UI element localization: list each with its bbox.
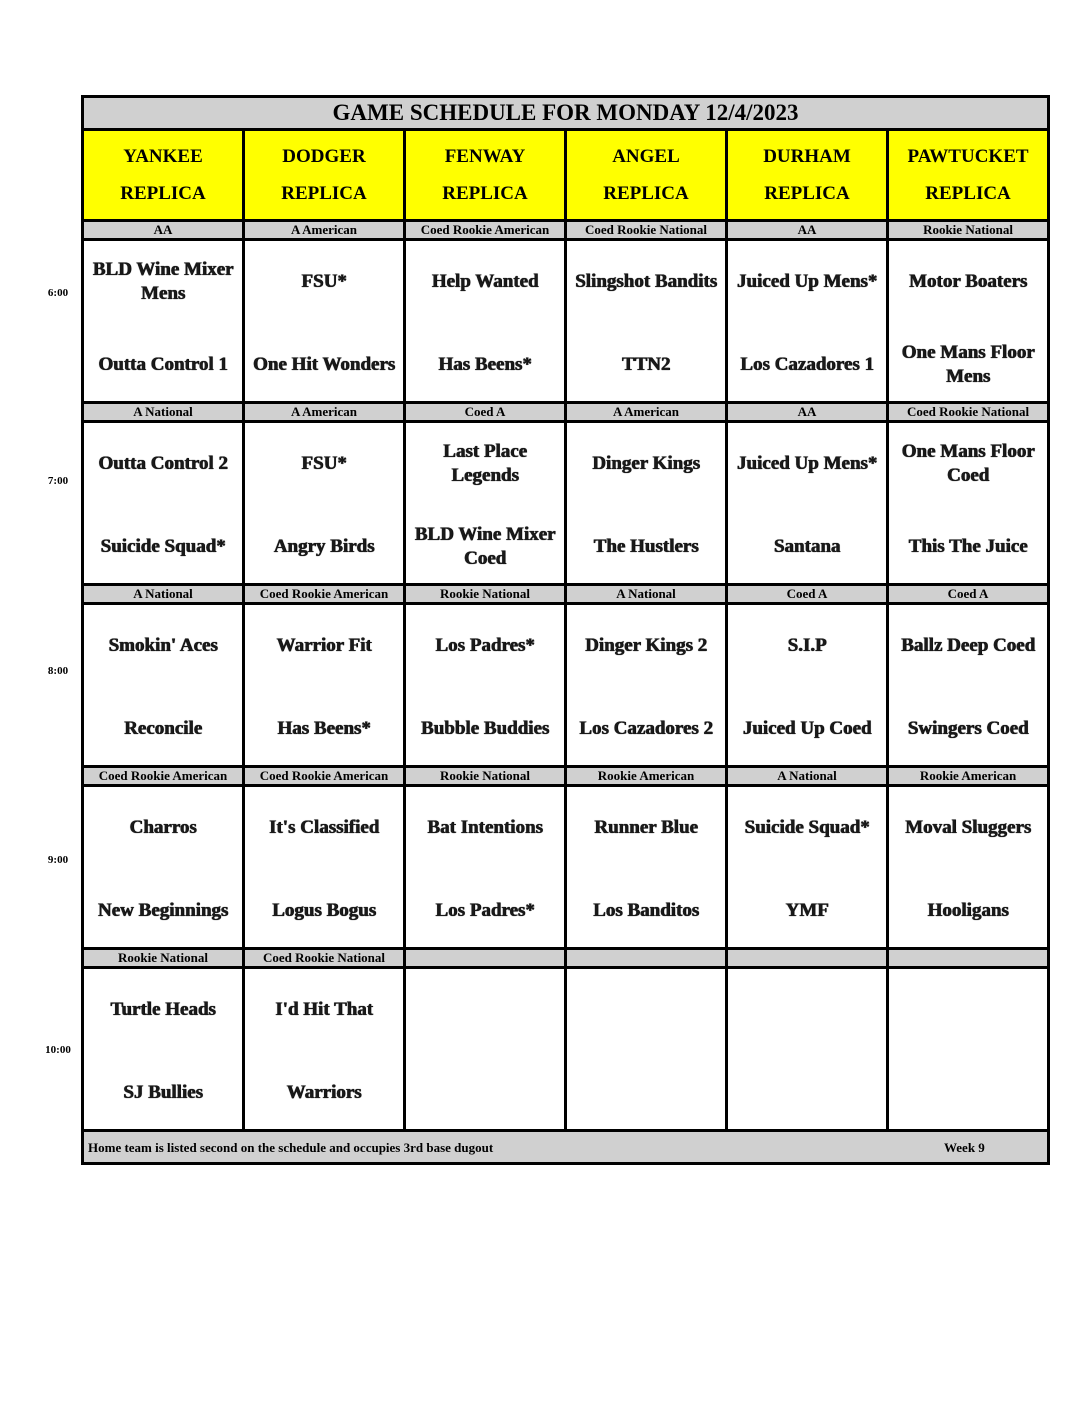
division-label: Rookie National — [405, 585, 566, 604]
game-row — [83, 240, 1049, 403]
away-team: Warrior Fit — [276, 635, 372, 656]
away-team: Slingshot Bandits — [574, 271, 718, 292]
schedule-table — [81, 95, 1050, 1165]
home-team: Warriors — [286, 1082, 362, 1103]
time-slot-label: 6:00 — [47, 287, 69, 299]
away-team — [728, 980, 886, 1040]
division-label: Rookie National — [83, 949, 244, 968]
division-label — [405, 949, 566, 968]
home-team: Swingers Coed — [907, 718, 1029, 739]
home-team: Los Padres* — [435, 900, 535, 921]
home-team — [406, 1063, 564, 1123]
home-team: Los Cazadores 2 — [579, 718, 713, 739]
game-cell — [83, 240, 244, 403]
division-label: Coed Rookie American — [83, 767, 244, 786]
away-team: Juiced Up Mens* — [736, 271, 878, 292]
home-team: Angry Birds — [273, 536, 375, 557]
field-name: ANGEL — [612, 146, 680, 167]
field-name: YANKEE — [123, 146, 203, 167]
division-label: A National — [727, 767, 888, 786]
game-cell — [244, 604, 405, 767]
field-header — [405, 130, 566, 221]
field-name: FENWAY — [444, 146, 526, 167]
game-cell — [405, 968, 566, 1131]
game-cell — [727, 604, 888, 767]
footer-row — [83, 1131, 1049, 1164]
division-label — [727, 949, 888, 968]
division-label: A National — [566, 585, 727, 604]
away-team: Charros — [129, 817, 197, 838]
away-team: Dinger Kings — [592, 453, 700, 474]
division-label: Rookie National — [888, 221, 1049, 240]
division-label: Coed A — [405, 403, 566, 422]
game-cell — [566, 422, 727, 585]
away-team: S.I.P — [787, 635, 827, 656]
game-cell — [83, 786, 244, 949]
field-subtitle: REPLICA — [281, 183, 367, 204]
home-team: BLD Wine Mixer Coed — [414, 524, 556, 569]
division-label: Coed Rookie National — [244, 949, 405, 968]
home-team: Bubble Buddies — [420, 718, 550, 739]
game-cell — [405, 422, 566, 585]
home-team: Reconcile — [123, 718, 203, 739]
away-team: FSU* — [301, 453, 347, 474]
division-row — [83, 403, 1049, 422]
away-team: Juiced Up Mens* — [736, 453, 878, 474]
away-team — [567, 980, 725, 1040]
away-team: Motor Boaters — [908, 271, 1028, 292]
footer-note: Home team is listed second on the schedule and occupies 3rd base dugout — [88, 1140, 494, 1155]
title-row — [83, 97, 1049, 130]
schedule-title: GAME SCHEDULE FOR MONDAY 12/4/2023 — [83, 97, 1049, 130]
division-label: AA — [83, 221, 244, 240]
home-team: Outta Control 1 — [98, 354, 228, 375]
division-label — [566, 949, 727, 968]
field-name: DURHAM — [763, 146, 851, 167]
home-team: Los Banditos — [592, 900, 700, 921]
away-team: Ballz Deep Coed — [901, 635, 1036, 656]
field-header — [566, 130, 727, 221]
game-cell — [244, 786, 405, 949]
home-team — [728, 1063, 886, 1123]
game-cell — [244, 422, 405, 585]
home-team: Suicide Squad* — [100, 536, 226, 557]
division-label: AA — [727, 403, 888, 422]
game-cell — [244, 240, 405, 403]
away-team: Runner Blue — [594, 817, 698, 838]
field-name: DODGER — [282, 146, 366, 167]
home-team: SJ Bullies — [123, 1082, 203, 1103]
game-cell — [83, 422, 244, 585]
field-header — [888, 130, 1049, 221]
division-label: Coed A — [888, 585, 1049, 604]
game-cell — [888, 786, 1049, 949]
game-cell — [888, 240, 1049, 403]
away-team: It's Classified — [268, 817, 380, 838]
home-team: Has Beens* — [438, 354, 532, 375]
division-label: A National — [83, 403, 244, 422]
division-label: Coed Rookie American — [405, 221, 566, 240]
division-label: Coed A — [727, 585, 888, 604]
game-cell — [566, 968, 727, 1131]
away-team: Dinger Kings 2 — [584, 635, 708, 656]
away-team: Turtle Heads — [110, 999, 216, 1020]
game-cell — [566, 604, 727, 767]
away-team: Smokin' Aces — [108, 635, 218, 656]
field-header — [244, 130, 405, 221]
game-cell — [405, 240, 566, 403]
away-team: One Mans Floor Coed — [901, 441, 1035, 486]
game-cell — [566, 786, 727, 949]
division-label — [888, 949, 1049, 968]
field-header — [83, 130, 244, 221]
footer-cell — [83, 1131, 1049, 1164]
game-cell — [405, 604, 566, 767]
game-cell — [727, 240, 888, 403]
game-row — [83, 786, 1049, 949]
game-cell — [83, 968, 244, 1131]
division-label: AA — [727, 221, 888, 240]
away-team: Moval Sluggers — [904, 817, 1032, 838]
division-label: Coed Rookie American — [244, 585, 405, 604]
home-team: New Beginnings — [97, 900, 229, 921]
division-row — [83, 949, 1049, 968]
game-row — [83, 604, 1049, 767]
game-cell — [244, 968, 405, 1131]
division-label: A National — [83, 585, 244, 604]
time-slot-label: 9:00 — [47, 854, 69, 866]
game-cell — [727, 968, 888, 1131]
game-cell — [566, 240, 727, 403]
home-team: YMF — [785, 900, 829, 921]
field-subtitle: REPLICA — [442, 183, 528, 204]
home-team: Juiced Up Coed — [742, 718, 872, 739]
field-header — [727, 130, 888, 221]
away-team — [406, 980, 564, 1040]
field-subtitle: REPLICA — [764, 183, 850, 204]
home-team: Hooligans — [927, 900, 1009, 921]
time-slot-label: 7:00 — [47, 475, 69, 487]
away-team: Outta Control 2 — [98, 453, 228, 474]
field-subtitle: REPLICA — [603, 183, 689, 204]
division-label: Rookie American — [566, 767, 727, 786]
away-team: I'd Hit That — [275, 999, 373, 1020]
week-label: Week 9 — [944, 1140, 985, 1155]
division-label: A American — [244, 403, 405, 422]
away-team — [889, 980, 1047, 1040]
division-row — [83, 585, 1049, 604]
division-label: Rookie American — [888, 767, 1049, 786]
division-label: A American — [566, 403, 727, 422]
game-cell — [888, 968, 1049, 1131]
game-cell — [888, 422, 1049, 585]
field-name: PAWTUCKET — [907, 146, 1029, 167]
time-slot-label: 8:00 — [47, 665, 69, 677]
home-team: This The Juice — [908, 536, 1028, 557]
division-label: Coed Rookie National — [566, 221, 727, 240]
away-team: Los Padres* — [435, 635, 535, 656]
away-team: Suicide Squad* — [744, 817, 870, 838]
game-cell — [727, 786, 888, 949]
division-row — [83, 221, 1049, 240]
game-cell — [405, 786, 566, 949]
field-subtitle: REPLICA — [925, 183, 1011, 204]
away-team: Last Place Legends — [443, 441, 527, 486]
away-team: BLD Wine Mixer Mens — [92, 259, 234, 304]
time-slot-label: 10:00 — [45, 1044, 71, 1056]
division-label: Coed Rookie American — [244, 767, 405, 786]
home-team: One Hit Wonders — [252, 354, 396, 375]
game-cell — [83, 604, 244, 767]
home-team: TTN2 — [621, 354, 671, 375]
away-team: Help Wanted — [431, 271, 539, 292]
home-team: Santana — [773, 536, 841, 557]
home-team: The Hustlers — [593, 536, 699, 557]
away-team: Bat Intentions — [427, 817, 543, 838]
field-header-row — [83, 130, 1049, 221]
away-team: FSU* — [301, 271, 347, 292]
field-subtitle: REPLICA — [120, 183, 206, 204]
home-team: Has Beens* — [277, 718, 371, 739]
home-team: Los Cazadores 1 — [740, 354, 874, 375]
game-cell — [727, 422, 888, 585]
division-label: Coed Rookie National — [888, 403, 1049, 422]
home-team: One Mans Floor Mens — [901, 342, 1035, 387]
game-row — [83, 968, 1049, 1131]
game-cell — [888, 604, 1049, 767]
home-team — [889, 1063, 1047, 1123]
division-label: Rookie National — [405, 767, 566, 786]
division-label: A American — [244, 221, 405, 240]
home-team: Logus Bogus — [271, 900, 377, 921]
home-team — [567, 1063, 725, 1123]
division-row — [83, 767, 1049, 786]
game-row — [83, 422, 1049, 585]
